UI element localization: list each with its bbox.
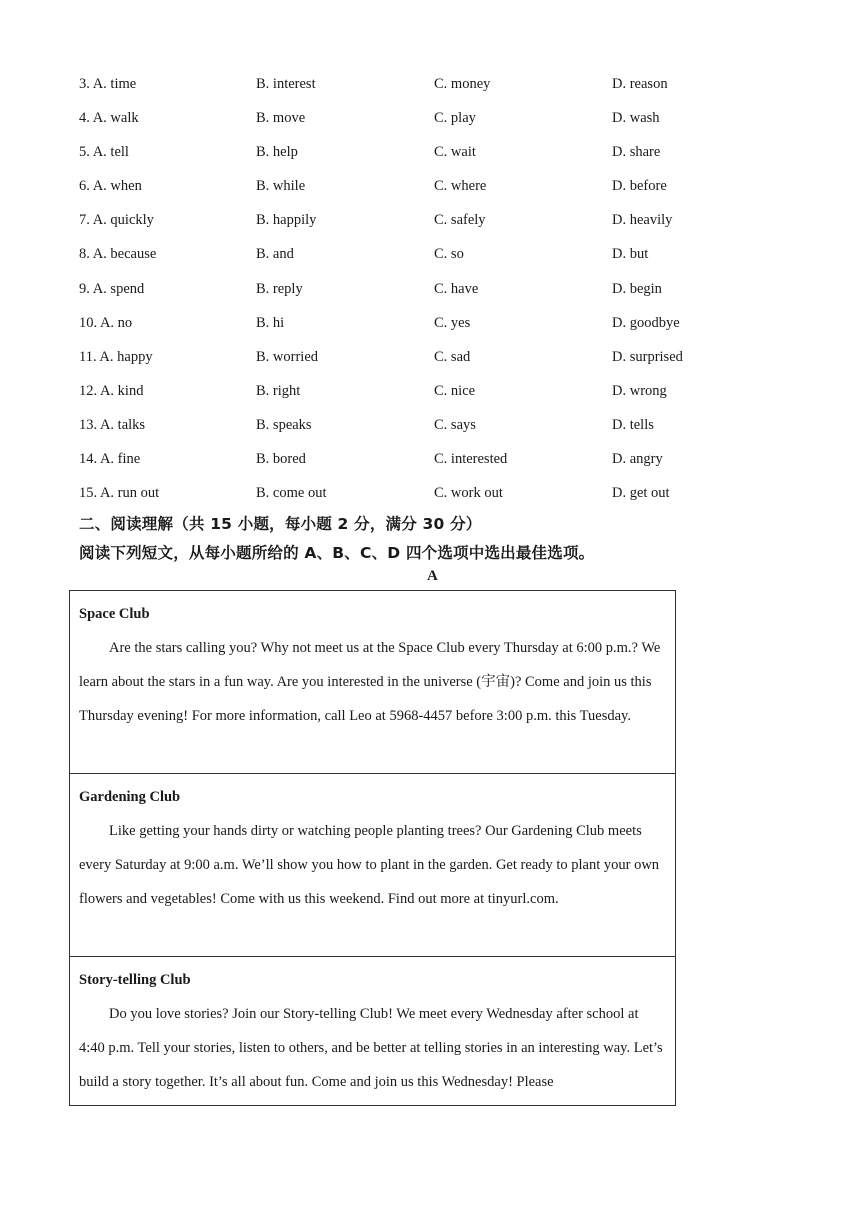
option-b: B. bored [256,451,306,468]
option-b: B. while [256,178,306,195]
option-c: C. nice [434,382,476,399]
option-d: D. surprised [612,348,683,365]
option-a: 8. A. because [79,246,157,263]
question-row [79,175,779,209]
option-a: 4. A. walk [79,110,139,127]
option-b: B. worried [256,348,319,365]
question-row [79,380,779,414]
option-c: C. yes [434,314,471,331]
option-a: 14. A. fine [79,451,141,468]
club-title: Story-telling Club [79,972,191,988]
option-c: C. sad [434,348,471,365]
option-b: B. speaks [256,416,312,433]
option-b: B. happily [256,212,317,229]
option-c: C. money [434,76,491,92]
club-title: Space Club [79,606,150,622]
option-d: D. but [612,246,649,263]
option-d: D. wash [612,110,660,127]
question-row [79,141,779,175]
option-c: C. play [434,110,476,127]
club-title: Gardening Club [79,789,181,805]
option-d: D. wrong [612,382,667,399]
option-b: B. interest [256,76,316,92]
passage-label: A [427,568,438,584]
section-instruction: 阅读下列短文，从每小题所给的 A、B、C、D 四个选项中选出最佳选项。 [79,544,595,562]
option-d: D. heavily [612,212,673,229]
option-c: C. so [434,246,464,263]
option-d: D. before [612,178,667,195]
option-a: 3. A. time [79,76,137,92]
option-d: D. reason [612,76,668,92]
option-a: 15. A. run out [79,485,160,502]
options-list [79,73,779,516]
question-row [79,312,779,346]
question-row [79,346,779,380]
option-a: 5. A. tell [79,144,129,161]
option-d: D. begin [612,280,662,297]
club-box-space [69,590,676,774]
club-description: Do you love stories? Join our Story-telling Club! We meet every Wednesday after school at 4:40 p.m. Tell your stories, listen to others, and be better at telling stories in an interesting way. Let’s build a story together. It’s all about fun. Come and join us this Wednesday! Please [79,1006,663,1091]
option-b: B. reply [256,280,303,297]
option-d: D. share [612,144,661,161]
club-box-gardening [69,773,676,957]
option-c: C. wait [434,144,476,161]
option-c: C. have [434,280,479,297]
option-b: B. help [256,144,298,161]
question-row [79,73,779,107]
question-row [79,448,779,482]
club-description: Are the stars calling you? Why not meet us at the Space Club every Thursday at 6:00 p.m.? We learn about the stars in a fun way. Are you interested in the universe (宇宙)? Come and join us this Thursday evening! For more information, call Leo at 5968-4457 before 3:00 p.m. this Tuesday. [79,640,661,725]
option-c: C. says [434,416,476,433]
question-row [79,414,779,448]
option-a: 9. A. spend [79,280,145,297]
option-a: 7. A. quickly [79,212,154,229]
option-d: D. get out [612,485,670,502]
option-d: D. angry [612,451,663,468]
option-d: D. goodbye [612,314,680,331]
option-a: 13. A. talks [79,416,146,433]
option-a: 11. A. happy [79,348,153,365]
question-row [79,278,779,312]
question-row [79,209,779,243]
club-box-story-telling [69,956,676,1106]
club-description: Like getting your hands dirty or watching people planting trees? Our Gardening Club meets every Saturday at 9:00 a.m. We’ll show you how to plant in the garden. Get ready to plant your own flowers and vegetables! Come with us this weekend. Find out more at tinyurl.com. [79,823,660,908]
option-a: 12. A. kind [79,382,144,399]
option-b: B. right [256,382,301,399]
section-title: 二、阅读理解（共 15 小题，每小题 2 分，满分 30 分） [79,515,482,533]
option-b: B. move [256,110,306,127]
option-d: D. tells [612,416,654,433]
question-row [79,243,779,277]
option-a: 10. A. no [79,314,133,331]
option-b: B. and [256,246,294,263]
option-b: B. come out [256,485,327,502]
question-row [79,107,779,141]
option-c: C. interested [434,451,508,468]
option-c: C. work out [434,485,503,502]
option-b: B. hi [256,314,285,331]
option-c: C. safely [434,212,486,229]
option-c: C. where [434,178,487,195]
option-a: 6. A. when [79,178,142,195]
